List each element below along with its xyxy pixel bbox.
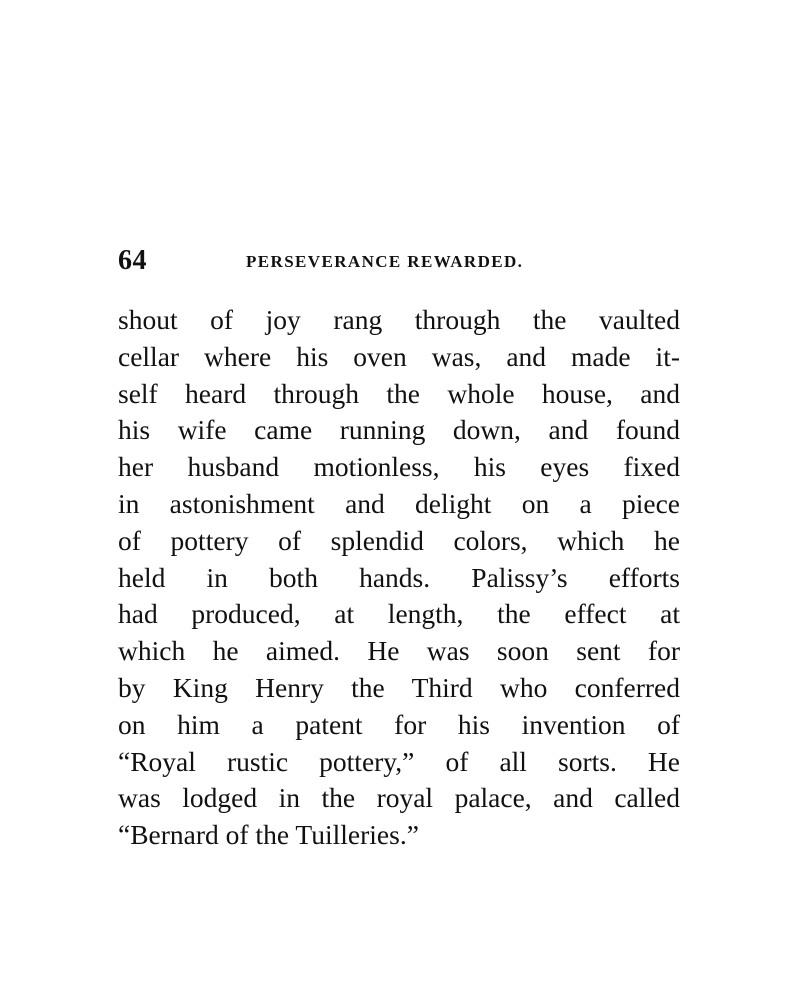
text-line: was lodged in the royal palace, and called [118, 782, 680, 814]
text-line: “Bernard of the Tuilleries.” [118, 819, 419, 851]
text-line: of pottery of splendid colors, which he [118, 524, 680, 556]
text-line: his wife came running down, and found [118, 414, 680, 446]
text-line: on him a patent for his invention of [118, 708, 680, 740]
text-line: had produced, at length, the effect at [118, 598, 680, 630]
text-line: shout of joy rang through the vaulted [118, 304, 680, 335]
text-line: cellar where his oven was, and made it- [118, 340, 680, 372]
text-line: by King Henry the Third who conferred [118, 671, 680, 703]
page-number: 64 [118, 245, 147, 276]
running-title: PERSEVERANCE REWARDED. [246, 252, 524, 271]
text-line: self heard through the whole house, and [118, 377, 680, 409]
text-line: “Royal rustic pottery,” of all sorts. He [118, 745, 680, 777]
text-line: her husband motionless, his eyes fixed [118, 451, 680, 483]
body-text [118, 302, 680, 854]
text-line: in astonishment and delight on a piece [118, 487, 680, 519]
text-line: held in both hands. Palissy’s efforts [118, 561, 680, 593]
text-line: which he aimed. He was soon sent for [118, 635, 680, 667]
running-head [118, 245, 680, 277]
